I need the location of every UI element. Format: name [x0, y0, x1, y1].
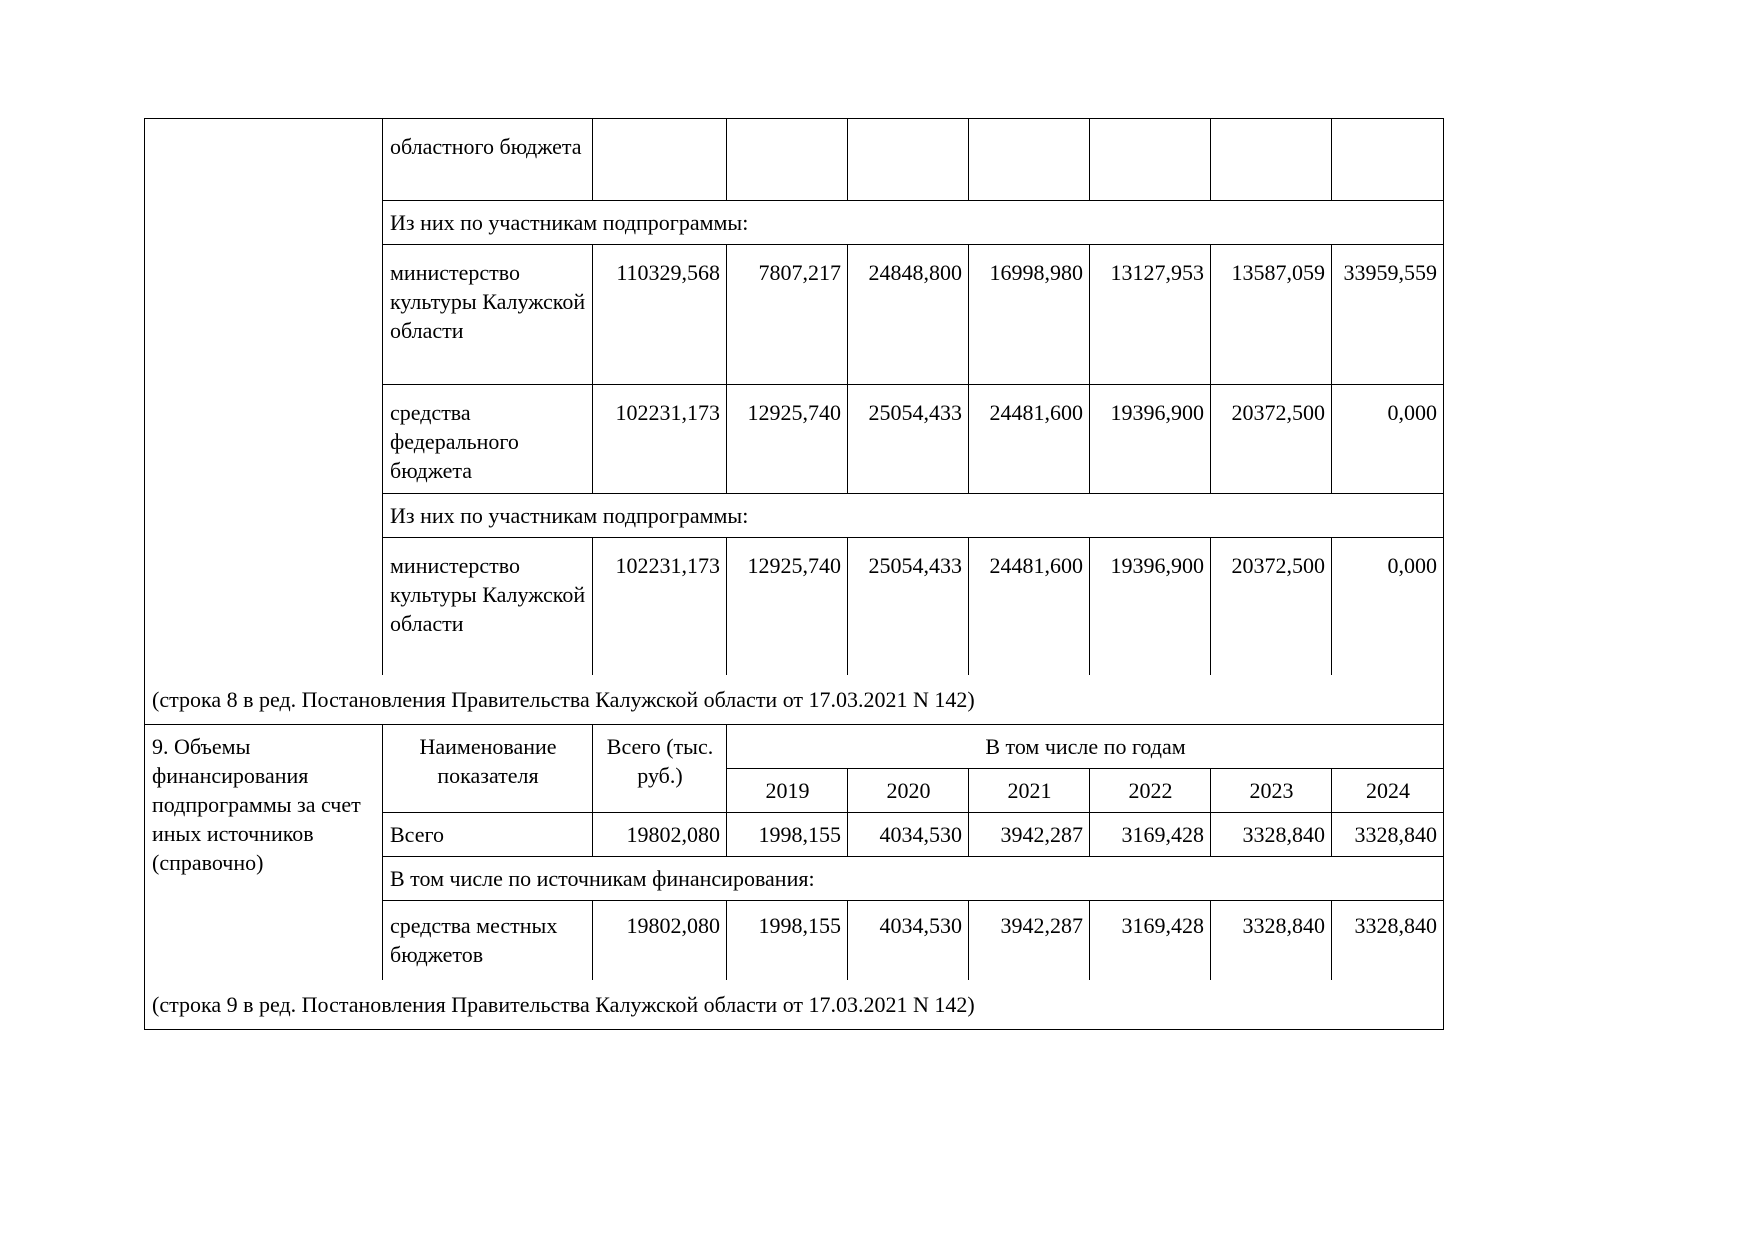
value-cell — [593, 119, 727, 201]
document-page — [144, 118, 1443, 1030]
header-indicator: Наименование показателя — [383, 724, 593, 812]
table-row — [145, 980, 1444, 1030]
value-cell: 25054,433 — [848, 385, 969, 494]
section9-title-cell: 9. Объемы финансирования подпрограммы за счет иных источников (справочно) — [145, 724, 383, 980]
value-cell: 3942,287 — [969, 812, 1090, 856]
value-cell: 19396,900 — [1090, 385, 1211, 494]
value-cell: 0,000 — [1332, 385, 1444, 494]
value-cell: 12925,740 — [727, 538, 848, 675]
value-cell: 24481,600 — [969, 385, 1090, 494]
value-cell — [1332, 119, 1444, 201]
value-cell: 12925,740 — [727, 385, 848, 494]
value-cell: 7807,217 — [727, 245, 848, 385]
value-cell: 3328,840 — [1332, 900, 1444, 980]
header-year: 2023 — [1211, 768, 1332, 812]
value-cell: 3328,840 — [1211, 812, 1332, 856]
value-cell: 4034,530 — [848, 900, 969, 980]
funding-table — [144, 118, 1444, 1030]
value-cell: 20372,500 — [1211, 538, 1332, 675]
value-cell: 1998,155 — [727, 900, 848, 980]
value-cell: 33959,559 — [1332, 245, 1444, 385]
value-cell: 3169,428 — [1090, 812, 1211, 856]
table-row — [145, 724, 1444, 768]
amendment-note: (строка 8 в ред. Постановления Правительства Калужской области от 17.03.2021 N 142) — [145, 675, 1444, 725]
value-cell: 110329,568 — [593, 245, 727, 385]
value-cell: 3942,287 — [969, 900, 1090, 980]
value-cell: 19802,080 — [593, 812, 727, 856]
row-label: Всего — [383, 812, 593, 856]
value-cell: 25054,433 — [848, 538, 969, 675]
value-cell: 19802,080 — [593, 900, 727, 980]
value-cell: 4034,530 — [848, 812, 969, 856]
amendment-note: (строка 9 в ред. Постановления Правительства Калужской области от 17.03.2021 N 142) — [145, 980, 1444, 1030]
header-year: 2021 — [969, 768, 1090, 812]
value-cell: 102231,173 — [593, 385, 727, 494]
value-cell: 0,000 — [1332, 538, 1444, 675]
value-cell: 19396,900 — [1090, 538, 1211, 675]
value-cell: 24481,600 — [969, 538, 1090, 675]
row-label: министерство культуры Калужской области — [383, 245, 593, 385]
value-cell: 24848,800 — [848, 245, 969, 385]
value-cell: 1998,155 — [727, 812, 848, 856]
value-cell: 102231,173 — [593, 538, 727, 675]
value-cell — [969, 119, 1090, 201]
header-year: 2022 — [1090, 768, 1211, 812]
value-cell: 16998,980 — [969, 245, 1090, 385]
value-cell: 3169,428 — [1090, 900, 1211, 980]
value-cell — [1090, 119, 1211, 201]
row-label: областного бюджета — [383, 119, 593, 201]
value-cell — [727, 119, 848, 201]
header-year: 2019 — [727, 768, 848, 812]
row-label: средства местных бюджетов — [383, 900, 593, 980]
header-total: Всего (тыс. руб.) — [593, 724, 727, 812]
header-by-years: В том числе по годам — [727, 724, 1444, 768]
header-year: 2020 — [848, 768, 969, 812]
subheading-row: В том числе по источникам финансирования: — [383, 856, 1444, 900]
row-label: министерство культуры Калужской области — [383, 538, 593, 675]
section8-title-cell — [145, 119, 383, 675]
value-cell: 3328,840 — [1211, 900, 1332, 980]
value-cell: 13127,953 — [1090, 245, 1211, 385]
value-cell — [848, 119, 969, 201]
subheading-row: Из них по участникам подпрограммы: — [383, 494, 1444, 538]
table-row — [145, 675, 1444, 725]
subheading-row: Из них по участникам подпрограммы: — [383, 201, 1444, 245]
value-cell: 3328,840 — [1332, 812, 1444, 856]
value-cell — [1211, 119, 1332, 201]
table-row — [145, 119, 1444, 201]
header-year: 2024 — [1332, 768, 1444, 812]
row-label: средства федерального бюджета — [383, 385, 593, 494]
value-cell: 13587,059 — [1211, 245, 1332, 385]
value-cell: 20372,500 — [1211, 385, 1332, 494]
